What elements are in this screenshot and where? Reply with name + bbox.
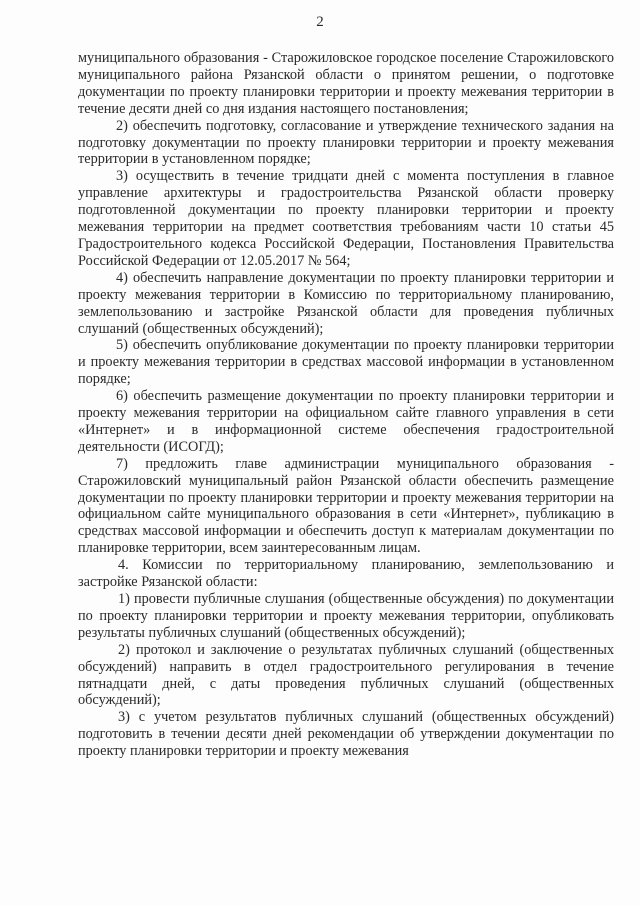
paragraph-item-5: 5) обеспечить опубликование документации по проекту планировки территории и проекту межевания территории в средствах массовой информации в установленном порядке; xyxy=(78,337,614,388)
paragraph-item-4: 4) обеспечить направление документации по проекту планировки территории и проекту межевания территории в Комиссию по территориальному планированию, землепользованию и застройке Рязанской области для проведения публичных слушаний (общественных обсуждений); xyxy=(78,269,614,337)
paragraph-item-3: 3) осуществить в течение тридцати дней с момента поступления в главное управление архитектуры и градостроительства Рязанской области проверку подготовленной документации по проекту планировки территории и проекту межевания территории на предмет соответствия требованиям части 10 статьи 45 Градостроительного кодекса Российской Федерации, Постановления Правительства Российской Федерации от 12.05.2017 № 564; xyxy=(78,168,614,269)
paragraph-item-2: 2) обеспечить подготовку, согласование и утверждение технического задания на подготовку документации по проекту планировки территории и проекту межевания территории в установленном порядке; xyxy=(78,117,614,168)
paragraph-section-4: 4. Комиссии по территориальному планированию, землепользованию и застройке Рязанской области: xyxy=(78,557,614,591)
paragraph-continuation: муниципального образования - Старожиловское городское поселение Старожиловского муниципального района Рязанской области о принятом решении, о подготовке документации по проекту планировки территории и проекту межевания территории в течение десяти дней со дня издания настоящего постановления; xyxy=(78,50,614,117)
paragraph-subitem-3: 3) с учетом результатов публичных слушаний (общественных обсуждений) подготовить в течении десяти дней рекомендации об утверждении документации по проекту планировки территории и проекту межевания xyxy=(78,709,614,760)
paragraph-subitem-1: 1) провести публичные слушания (общественные обсуждения) по документации по проекту планировки территории и проекту межевания территории, опубликовать результаты публичных слушаний (общественных обсуждений); xyxy=(78,591,614,641)
paragraph-subitem-2: 2) протокол и заключение о результатах публичных слушаний (общественных обсуждений) направить в отдел градостроительного регулирования в течение пятнадцати дней, с даты проведения публичных слушаний (общественных обсуждений); xyxy=(78,641,614,709)
paragraph-item-6: 6) обеспечить размещение документации по проекту планировки территории и проекту межевания территории на официальном сайте главного управления в сети «Интернет» и в информационной системе обеспечения градостроительной деятельности (ИСОГД); xyxy=(78,388,614,455)
paragraph-item-7: 7) предложить главе администрации муниципального образования - Старожиловский муниципальный район Рязанской области обеспечить размещение документации по проекту планировки территории и проекту межевания территории на официальном сайте муниципального образования в сети «Интернет», публикацию в средствах массовой информации и обеспечить доступ к материалам документации по планировке территории, всем заинтересованным лицам. xyxy=(78,455,614,557)
page-number: 2 xyxy=(316,14,324,30)
document-body xyxy=(78,50,614,760)
